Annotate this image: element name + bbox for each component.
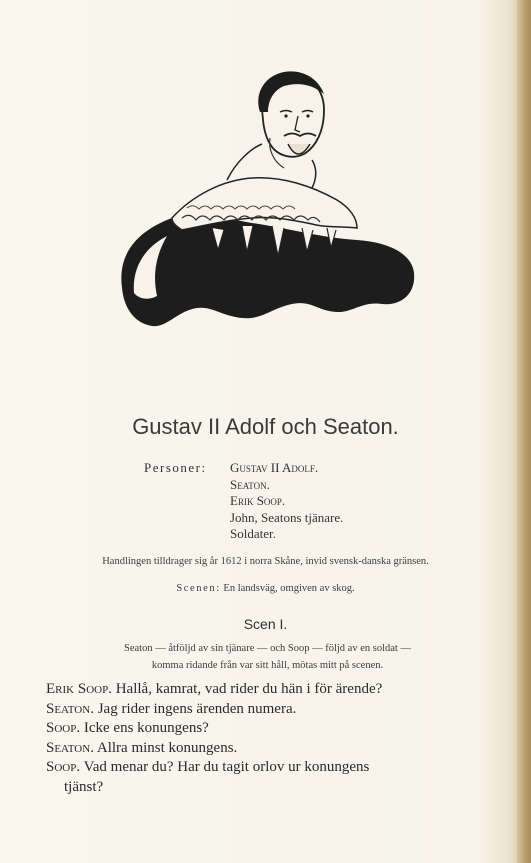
portrait-illustration [112, 68, 420, 330]
dialogue-line [46, 758, 491, 778]
speech: Vad menar du? Har du tagit orlov ur konungens [83, 759, 370, 775]
speech: Allra minst konungens. [96, 739, 238, 756]
dialogue-line [46, 719, 491, 739]
scene-place: En landsväg, omgiven av skog. [223, 583, 355, 594]
cast-row [144, 493, 343, 510]
cast-list [144, 460, 343, 543]
stage-direction-line: komma ridande från var sitt håll, mötas mitt på scenen. [151, 660, 384, 671]
cast-row [144, 477, 343, 494]
speaker: Soop. [46, 759, 81, 775]
speech: Hallå, kamrat, vad rider du hän i för ärende? [115, 681, 383, 697]
cast-item: Seaton. [230, 476, 270, 492]
cast-row [144, 460, 343, 477]
speaker: Erik Soop. [46, 681, 112, 697]
speaker: Seaton. [46, 700, 94, 717]
dialogue-line [46, 680, 491, 700]
scene-label: Scenen: [176, 583, 221, 594]
cast-row [144, 526, 343, 543]
speaker: Soop. [46, 720, 81, 736]
cast-row [144, 510, 343, 527]
persons-label: Personer: [144, 460, 207, 475]
cast-item: John, Seatons tjänare. [230, 509, 344, 525]
dialogue-line [46, 739, 491, 759]
scene-location [0, 583, 531, 594]
speaker: Seaton. [46, 739, 94, 756]
play-title: Gustav II Adolf och Seaton. [132, 414, 399, 439]
dialogue-line [46, 700, 491, 720]
setting-note: Handlingen tilldrager sig år 1612 i norra Skåne, invid svensk-danska gränsen. [102, 556, 429, 567]
speech: Jag rider ingens ärenden numera. [97, 700, 297, 717]
stage-direction-line: Seaton — åtföljd av sin tjänare — och Soop — följd av en soldat — [124, 643, 411, 654]
cast-item: Gustav II Adolf. [230, 460, 319, 475]
dialogue [46, 680, 491, 797]
dialogue-continuation: tjänst? [64, 778, 104, 795]
cast-item: Soldater. [230, 526, 276, 541]
scene-heading: Scen I. [243, 616, 288, 632]
speech: Icke ens konungens? [83, 720, 209, 736]
stage-direction [46, 640, 489, 674]
cast-item: Erik Soop. [230, 493, 286, 508]
